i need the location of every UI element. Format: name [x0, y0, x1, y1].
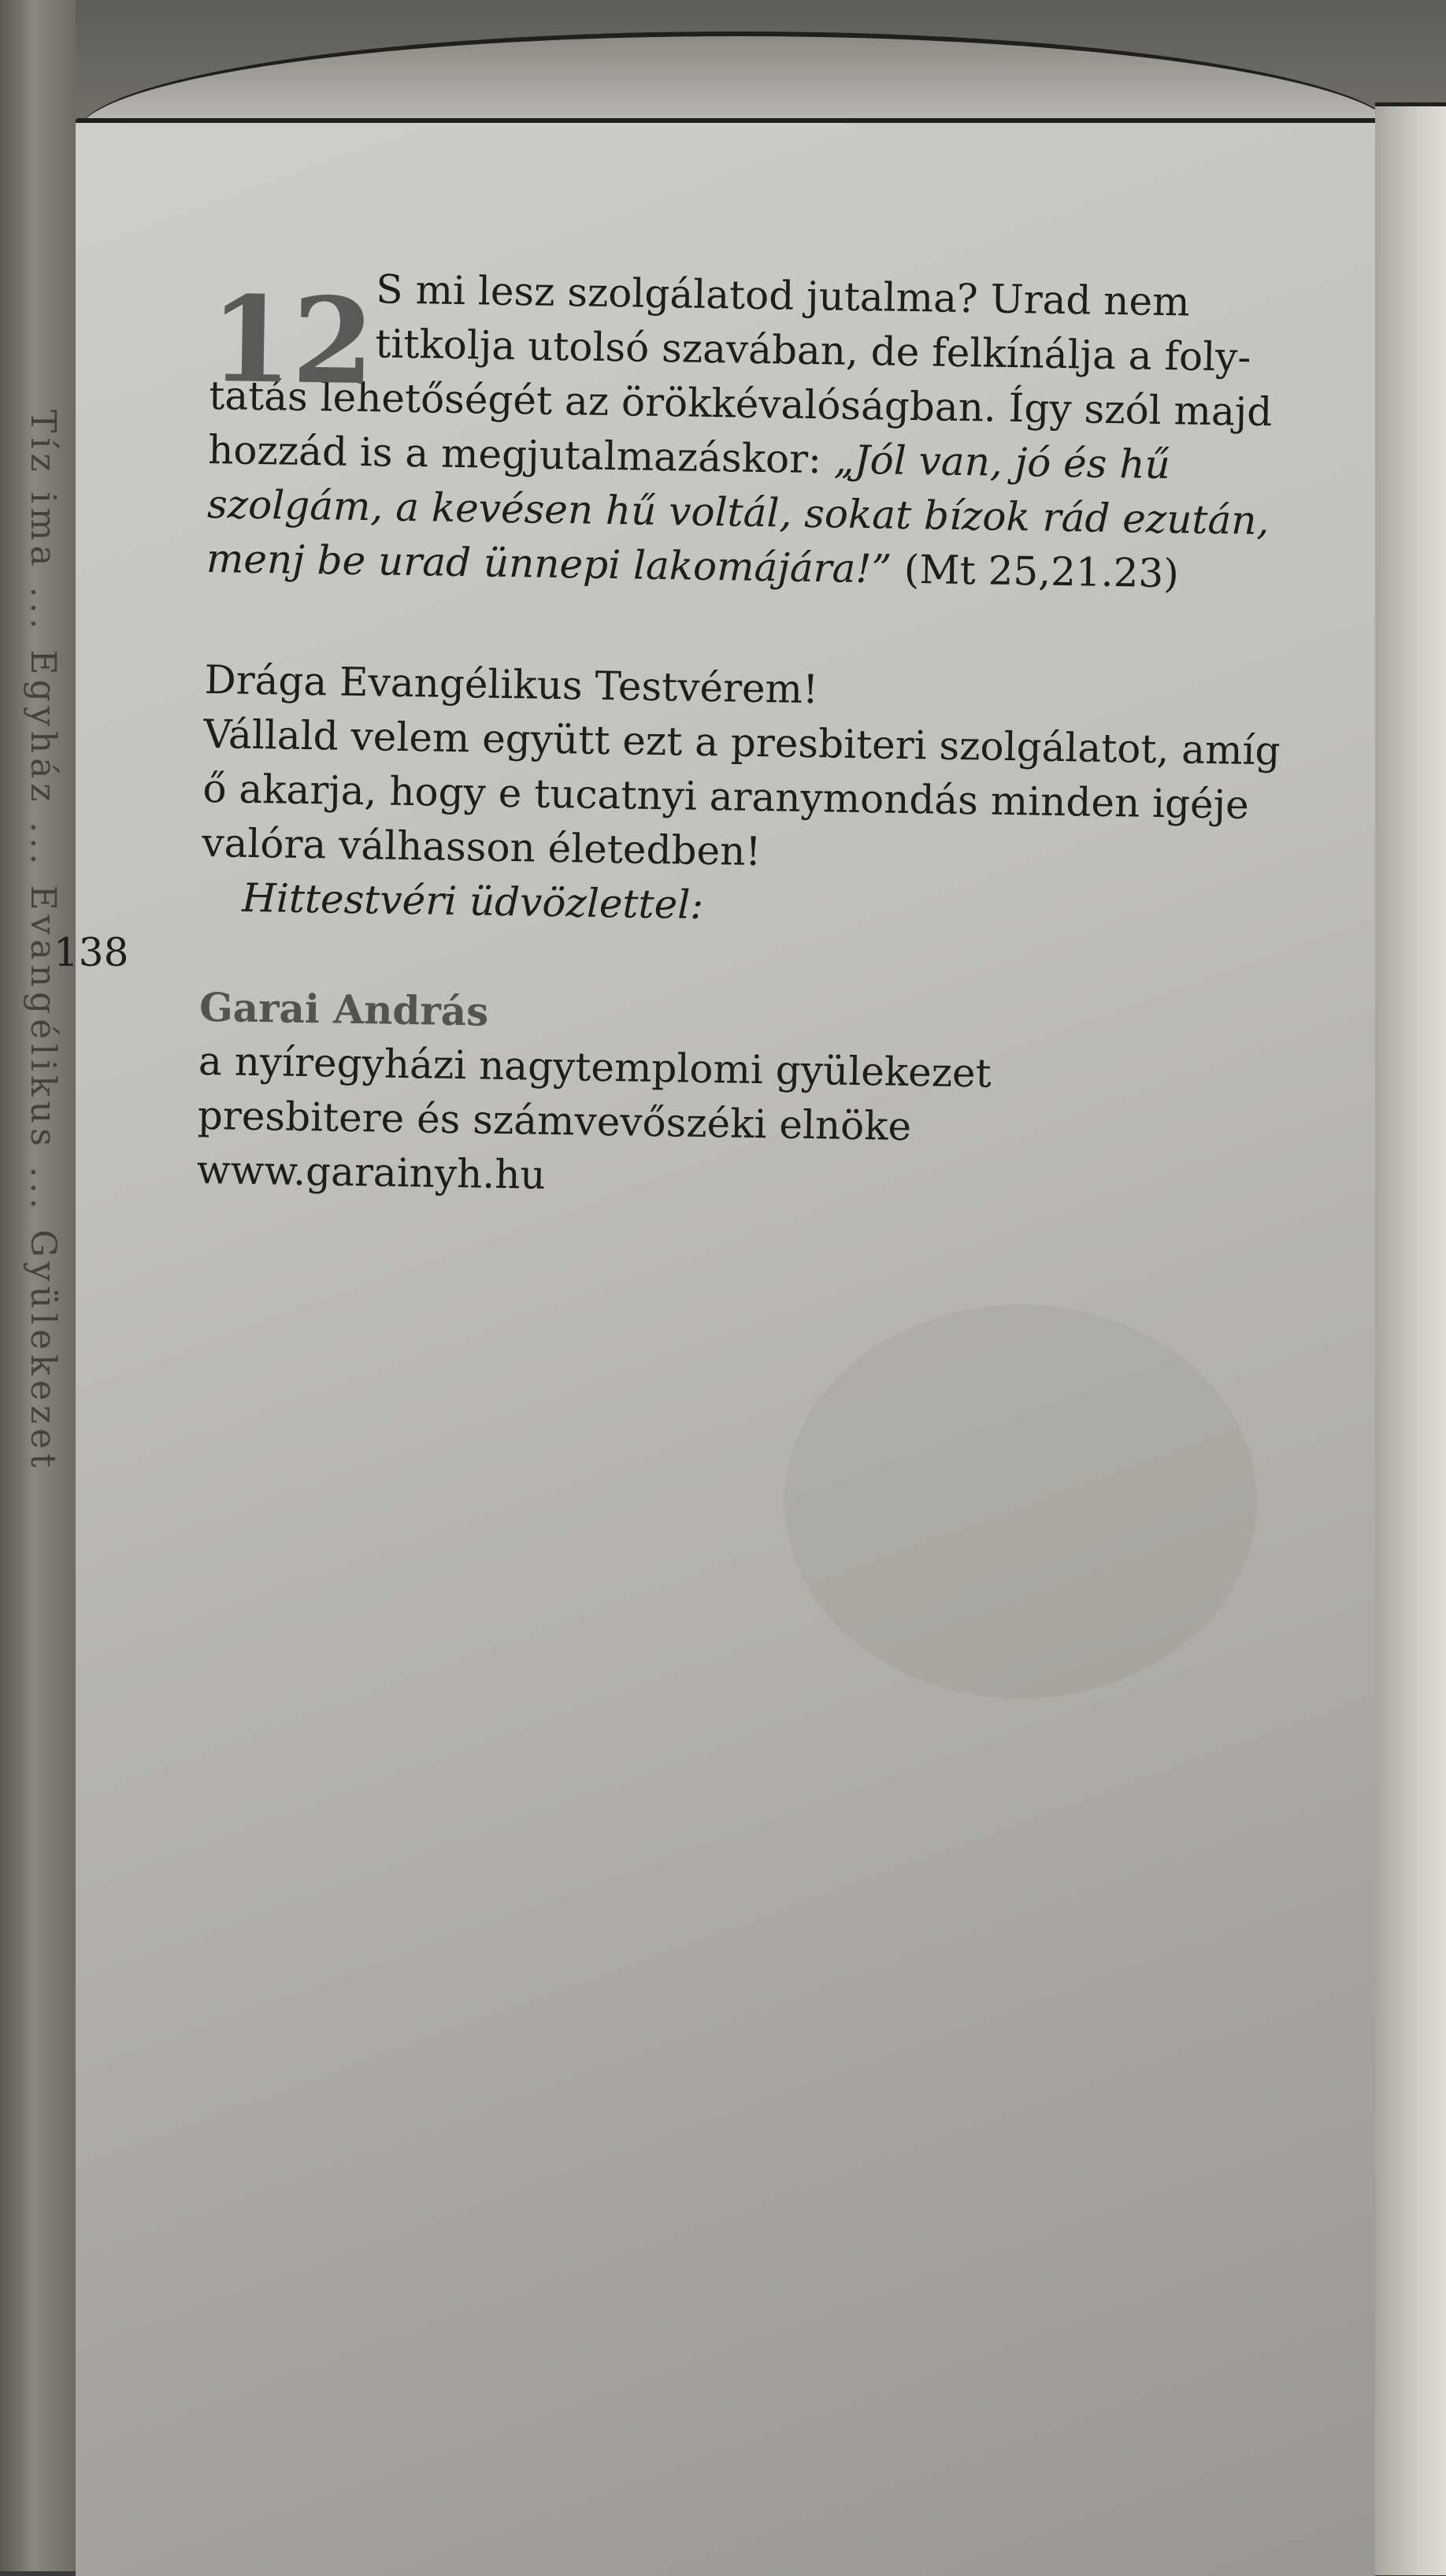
bible-reference: (Mt 25,21.23): [891, 546, 1180, 597]
next-page-edge: [1375, 102, 1446, 2575]
paragraph-text: hozzád is a megjutalmazáskor:: [207, 426, 835, 483]
shadow: [784, 1305, 1257, 1698]
paragraph-line: S mi lesz szolgálatod jutalma? Urad nem: [375, 266, 1190, 325]
closing: Hittestvéri üdvözlettel:: [241, 874, 704, 928]
letter: [201, 653, 1292, 942]
page-content: [196, 260, 1298, 1215]
quote-text: menj be urad ünnepi lakomájára!”: [206, 535, 892, 592]
signature-name: Garai András: [198, 983, 489, 1035]
paragraph-line: titkolja utolsó szavában, de felkínálja a foly-: [374, 321, 1251, 380]
quote-text: szolgám, a kevésen hű voltál, sokat bízok rád ezután,: [206, 481, 1270, 544]
website-link: www.garainyh.hu: [196, 1146, 547, 1198]
letter-line: Vállald velem együtt ezt a presbiteri szolgálatot, amíg: [203, 711, 1281, 774]
paragraph-line: tatás lehetőségét az örökkévalóságban. Így szól majd: [208, 372, 1273, 436]
section-number: 12: [209, 269, 376, 412]
quote-text: „Jól van, jó és hű: [833, 436, 1171, 488]
signature-line: presbitere és számvevőszéki elnöke: [197, 1092, 912, 1150]
spine-title: Tíz ima ... Egyház ... Evangélikus ... Gyülekezet: [23, 410, 63, 1472]
signature: [196, 980, 1286, 1215]
signature-line: a nyíregyházi nagytemplomi gyülekezet: [198, 1037, 992, 1097]
page-number: 138: [54, 930, 129, 975]
letter-line: valóra válhasson életedben!: [201, 819, 762, 875]
salutation: Drága Evangélikus Testvérem!: [204, 656, 819, 713]
letter-line: ő akarja, hogy e tucatnyi aranymondás minden igéje: [202, 765, 1250, 828]
